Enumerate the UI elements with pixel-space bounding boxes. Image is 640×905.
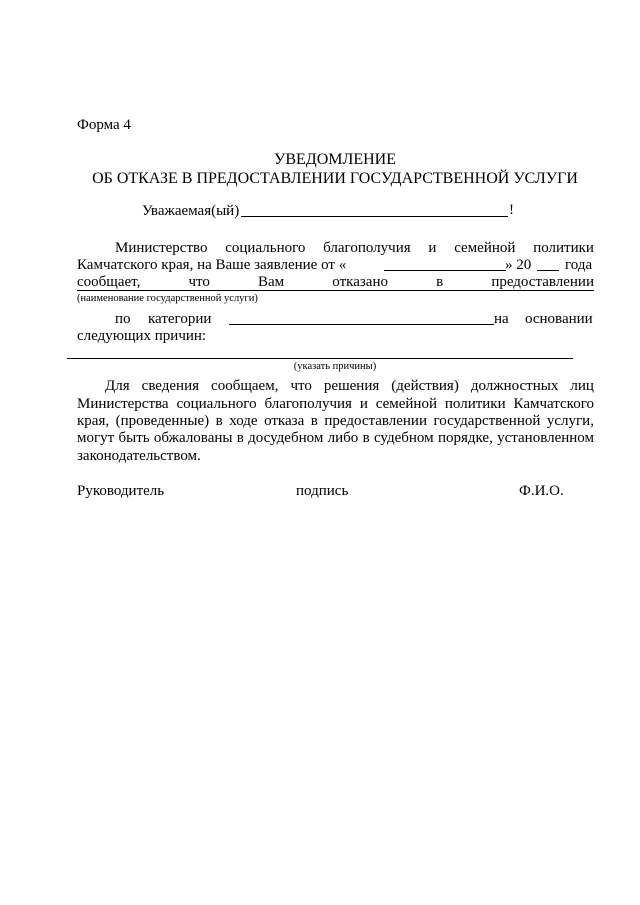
word: либо — [327, 430, 359, 446]
para1-line4-category: категории — [148, 311, 212, 327]
word: политики — [533, 240, 594, 256]
word: досудебном — [248, 430, 324, 446]
signature-head-label: Руководитель — [77, 483, 165, 499]
application-date-line — [384, 270, 506, 271]
para2-line1 — [105, 378, 594, 395]
word: должностных — [470, 378, 559, 394]
word: ходе — [229, 413, 258, 429]
word: в — [436, 274, 444, 290]
word: политики — [444, 396, 506, 412]
word: Вам — [258, 274, 285, 290]
word: сообщаем, — [211, 378, 279, 394]
word: лиц — [570, 378, 594, 394]
para1-line2-end: года — [565, 257, 593, 273]
word: (действия) — [391, 378, 459, 394]
category-line — [229, 324, 494, 325]
signature-sign-label: подпись — [296, 483, 349, 499]
para1-line4-basis: основании — [525, 311, 593, 327]
greeting-exclamation: ! — [509, 202, 514, 218]
word: (проведенные) — [115, 413, 210, 429]
word: и — [428, 240, 437, 256]
word: в — [236, 430, 244, 446]
addressee-name-line — [241, 216, 508, 217]
word: предоставлении — [491, 274, 594, 290]
word: сведения — [141, 378, 200, 394]
para1-line4-by: по — [115, 311, 131, 327]
para2-line4 — [77, 430, 594, 447]
word: благополучия — [323, 240, 411, 256]
word: Камчатского — [513, 396, 594, 412]
word: отказано — [332, 274, 388, 290]
word: края, — [77, 413, 110, 429]
para1-line1 — [115, 240, 594, 257]
word: в — [310, 413, 318, 429]
word: судебном — [373, 430, 434, 446]
word: семейной — [375, 396, 437, 412]
word: Для — [105, 378, 130, 394]
document-title: УВЕДОМЛЕНИЕ — [274, 151, 396, 168]
word: и — [359, 396, 368, 412]
word: Министерства — [77, 396, 169, 412]
application-year-line — [537, 270, 559, 271]
para2-line3 — [77, 413, 594, 430]
service-name-line — [77, 290, 594, 291]
word: услуги, — [546, 413, 594, 429]
word: сообщает, — [77, 274, 141, 290]
word: могут — [77, 430, 115, 446]
word: семейной — [454, 240, 516, 256]
para2-line5: законодательством. — [77, 448, 201, 464]
form-label: Форма 4 — [77, 117, 131, 133]
para1-line5: следующих причин: — [77, 328, 207, 344]
para1-line2-year: » 20 — [505, 257, 532, 273]
word: социального — [176, 396, 257, 412]
para1-line4-on: на — [494, 311, 509, 327]
word: Министерство — [115, 240, 208, 256]
word: что — [188, 274, 210, 290]
para2-line2 — [77, 396, 594, 413]
word: порядке, — [437, 430, 493, 446]
service-name-caption: (наименование государственной услуги) — [77, 293, 258, 304]
para1-line2-start: Камчатского края, на Ваше заявление от « — [77, 257, 347, 273]
word: благополучия — [264, 396, 352, 412]
word: решения — [323, 378, 380, 394]
word: установленном — [497, 430, 594, 446]
word: в — [215, 413, 223, 429]
word: что — [290, 378, 312, 394]
greeting-text: Уважаемая(ый) — [142, 203, 240, 219]
word: обжалованы — [153, 430, 233, 446]
word: отказа — [264, 413, 305, 429]
word: быть — [118, 430, 150, 446]
para1-line3 — [77, 274, 594, 291]
signature-name-label: Ф.И.О. — [519, 483, 564, 499]
reasons-line — [67, 358, 573, 359]
word: предоставлении — [324, 413, 427, 429]
word: социального — [225, 240, 306, 256]
word: государственной — [433, 413, 541, 429]
document-subtitle: ОБ ОТКАЗЕ В ПРЕДОСТАВЛЕНИИ ГОСУДАРСТВЕННОЙ УСЛУГИ — [92, 170, 578, 187]
reasons-caption: (указать причины) — [293, 361, 377, 372]
word: в — [362, 430, 370, 446]
